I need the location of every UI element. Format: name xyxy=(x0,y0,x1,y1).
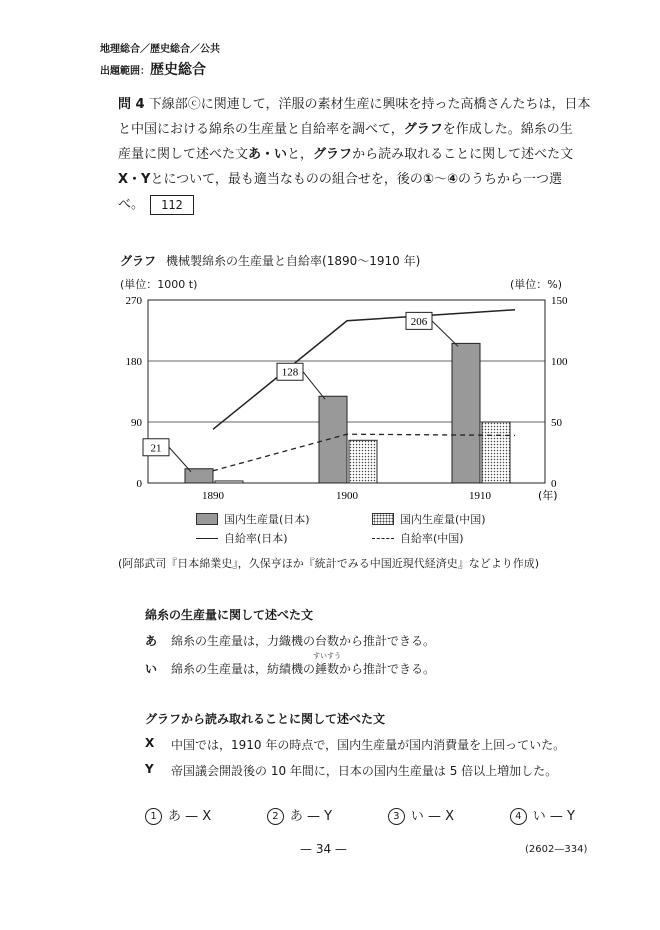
statement-y-text: 帝国議会開設後の 10 年間に，日本の国内生産量は 5 倍以上増加した。 xyxy=(171,764,558,778)
question-line-1 xyxy=(118,92,596,117)
y-right-tick-label: 100 xyxy=(551,356,568,368)
legend-label-selfsuff-japan: 自給率(日本) xyxy=(224,532,288,545)
statement-a-text: 綿糸の生産量は，力織機の台数から推計できる。 xyxy=(171,634,436,648)
data-label: 206 xyxy=(410,315,428,328)
exam-range xyxy=(100,59,206,79)
question-line-5 xyxy=(118,192,596,217)
statements-2-title: グラフから読み取れることに関して述べた文 xyxy=(145,712,386,726)
data-label-leader xyxy=(432,321,458,347)
choice-4[interactable] xyxy=(510,805,575,825)
x-tick-label: 1910 xyxy=(469,490,491,502)
legend-swatch-japan xyxy=(196,513,218,525)
data-label-leader xyxy=(169,447,191,472)
bar-china xyxy=(349,440,377,483)
choice-2-number: 2 xyxy=(267,808,284,825)
legend-domestic-china xyxy=(372,511,486,527)
choice-1[interactable] xyxy=(145,805,211,825)
question-text-4b: とについて，最も適当なものの組合せを，後の xyxy=(150,172,423,187)
statement-i xyxy=(145,660,435,677)
range-value: 歴史総合 xyxy=(150,62,206,78)
question-block xyxy=(118,92,596,217)
choice-1-text: あ — X xyxy=(168,809,212,824)
choice-3-text: い — X xyxy=(410,809,455,824)
y-right-tick-label: 0 xyxy=(551,478,557,490)
choice-ref-1: ① xyxy=(422,172,434,187)
choice-3[interactable] xyxy=(388,805,454,825)
question-number: 問 4 xyxy=(118,97,145,112)
graph-title-text: 機械製綿糸の生産量と自給率(1890～1910 年) xyxy=(166,254,421,268)
question-text-2c: を作成した。綿糸の生 xyxy=(442,122,573,137)
legend-domestic-japan xyxy=(196,511,310,527)
graph-title xyxy=(120,252,420,269)
choice-1-number: 1 xyxy=(145,808,162,825)
graph-ref-2: グラフ xyxy=(313,147,353,162)
x-tick-label: 1890 xyxy=(202,490,224,502)
statements-1-title: 綿糸の生産量に関して述べた文 xyxy=(145,608,314,622)
y-left-tick-label: 0 xyxy=(136,478,142,490)
question-text-3c: と， xyxy=(287,147,314,162)
y-left-tick-label: 90 xyxy=(131,417,142,429)
data-label-leader xyxy=(303,372,325,400)
subject-header: 地理総合／歴史総合／公共 xyxy=(100,44,220,55)
statement-i-mark: い xyxy=(145,662,158,676)
data-label: 21 xyxy=(150,442,162,455)
data-label: 128 xyxy=(281,366,299,379)
choice-2[interactable] xyxy=(267,805,332,825)
y-right-tick-label: 50 xyxy=(551,417,562,429)
question-text-3a: 産量に関して述べた文 xyxy=(118,147,249,162)
answer-number-box[interactable]: 112 xyxy=(150,195,194,215)
bar-japan xyxy=(452,343,480,483)
legend-selfsuff-china xyxy=(372,530,464,546)
ruby-annotation: すいすう xyxy=(313,652,341,660)
statement-x-text: 中国では，1910 年の時点で，国内生産量が国内消費量を上回っていた。 xyxy=(171,738,566,752)
page-number: — 34 — xyxy=(300,842,347,856)
legend-label-domestic-japan: 国内生産量(日本) xyxy=(224,513,310,526)
choice-ref-4: ④ xyxy=(446,172,458,187)
question-text-1: 下線部ⓒに関連して，洋服の素材生産に興味を持った高橋さんたちは，日本 xyxy=(148,97,591,112)
question-text-3e: から読み取れることに関して述べた文 xyxy=(352,147,574,162)
question-text-4f: のうちから一つ選 xyxy=(457,172,562,187)
question-text-5: べ。 xyxy=(118,197,145,212)
y-right-tick-label: 150 xyxy=(551,295,568,307)
bar-japan xyxy=(185,469,213,483)
choice-3-number: 3 xyxy=(388,808,405,825)
bar-china xyxy=(482,422,510,483)
statement-a-mark: あ xyxy=(145,634,158,648)
legend-label-domestic-china: 国内生産量(中国) xyxy=(400,513,486,526)
y-left-tick-label: 270 xyxy=(125,295,142,307)
choice-4-text: い — Y xyxy=(532,809,575,824)
statement-i-text: 綿糸の生産量は，紡績機の錘数から推計できる。 xyxy=(171,662,436,676)
statement-ref-ai: あ・い xyxy=(248,147,288,162)
legend-label-selfsuff-china: 自給率(中国) xyxy=(400,532,464,545)
legend-line-china xyxy=(372,538,394,539)
x-tick-label: 1900 xyxy=(336,490,358,502)
question-line-2 xyxy=(118,117,596,142)
question-text-4d: 〜 xyxy=(433,172,447,187)
unit-left: (単位：1000 t) xyxy=(120,278,198,291)
graph-label: グラフ xyxy=(120,254,157,268)
question-line-4 xyxy=(118,167,596,192)
statement-y-mark: Y xyxy=(145,762,154,776)
legend-swatch-china xyxy=(372,513,394,525)
document-code: (2602—334) xyxy=(525,844,588,855)
unit-right: (単位：%) xyxy=(510,278,563,291)
legend-selfsuff-japan xyxy=(196,530,288,546)
range-label: 出題範囲： xyxy=(100,66,150,77)
statement-x xyxy=(145,736,565,753)
graph-ref: グラフ xyxy=(403,122,443,137)
statement-ref-xy: X・Y xyxy=(118,172,151,187)
statement-y xyxy=(145,762,557,779)
y-left-tick-label: 180 xyxy=(125,356,142,368)
answer-choices xyxy=(145,805,575,825)
bar-china xyxy=(215,481,243,483)
question-text-2a: と中国における綿糸の生産量と自給率を調べて， xyxy=(118,122,404,137)
choice-4-number: 4 xyxy=(510,808,527,825)
question-line-3 xyxy=(118,142,596,167)
choice-2-text: あ — Y xyxy=(289,809,333,824)
statement-x-mark: X xyxy=(145,736,155,750)
legend-line-japan xyxy=(196,538,218,539)
source-note: (阿部武司『日本綿業史』，久保亨ほか『統計でみる中国近現代経済史』などより作成) xyxy=(118,557,540,570)
bar-japan xyxy=(319,396,347,483)
x-axis-unit: (年) xyxy=(538,489,558,502)
chart xyxy=(100,290,568,505)
statement-a xyxy=(145,632,435,649)
